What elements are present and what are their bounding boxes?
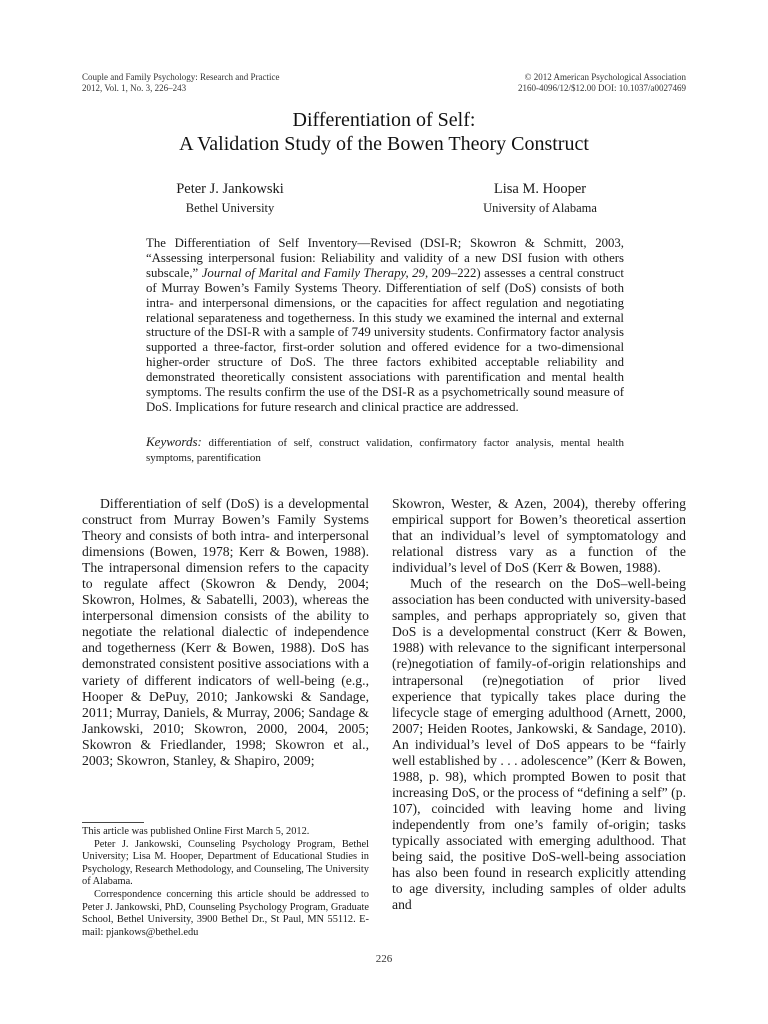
- title-line-2: A Validation Study of the Bowen Theory Construct: [179, 133, 589, 155]
- author-name: Lisa M. Hooper: [493, 181, 587, 197]
- author-block-2: [458, 180, 622, 216]
- footnotes: [82, 826, 369, 939]
- page-number: 226: [375, 953, 393, 965]
- keywords: [146, 434, 624, 466]
- copyright-notice: © 2012 American Psychological Association: [524, 72, 686, 82]
- body-paragraph: Differentiation of self (DoS) is a developmental construct from Murray Bowen’s Family Systems Theory and consists of both intra- and interpersonal dimensions (Bowen, 1978; Kerr & Bowen, 1988). The intrapersonal dimension refers to the capacity to regulate affect (Skowron & Dendy, 2004; Skowron, Holmes, & Sabatelli, 2003), whereas the interpersonal dimension consists of the ability to negotiate the relational dialectic of independence and togetherness (Kerr & Bowen, 1988). DoS has demonstrated consistent positive associations with a variety of different indicators of well-being (e.g., Hooper & DePuy, 2010; Jankowski & Sandage, 2011; Murray, Daniels, & Murray, 2006; Sandage & Jankowski, 2010; Skowron, 2000, 2004, 2005; Skowron & Friedlander, 1998; Skowron et al., 2003; Skowron, Stanley, & Shapiro, 2009;: [82, 496, 369, 768]
- footnote-correspondence: Correspondence concerning this article should be addressed to Peter J. Jankowski, PhD, Counseling Psychology Program, Graduate School, Bethel University, 3900 Bethel Dr., St Paul, MN 55112. E-mail: pjankows@bethel.edu: [82, 888, 369, 938]
- body-column-left: [82, 496, 369, 769]
- footnote-rule: [82, 822, 144, 823]
- footnote-affiliations: Peter J. Jankowski, Counseling Psychology Program, Bethel University; Lisa M. Hooper, Department of Educational Studies in Psychology, Research Methodology, and Counseling, The University of Alabama.: [82, 838, 369, 888]
- abstract-text-2: 209–222) assesses a central construct of Murray Bowen’s Family Systems Theory. Differentiation of self (DoS) consists of both intra- and interpersonal dimensions, or the capacities for affect regulation and negotiating relational separateness and togetherness. In this study we examined the internal and external structure of the DSI-R with a sample of 749 university students. Confirmatory factor analysis supported a three-factor, first-order solution and offered evidence for a two-dimensional higher-order structure of DoS. The three factors exhibited acceptable reliability and demonstrated theoretically consistent associations with parentification and mental health symptoms. The results confirm the use of the DSI-R as a psychometrically sound measure of DoS. Implications for future research and clinical practice are addressed.: [146, 265, 624, 414]
- title-line-1: Differentiation of Self:: [292, 109, 476, 131]
- body-paragraph-continued: Skowron, Wester, & Azen, 2004), thereby offering empirical support for Bowen’s theoretical assertion that an individual’s level of symptomatology and relational distress vary as a function of the individual’s level of DoS (Kerr & Bowen, 1988).: [392, 496, 686, 576]
- author-block-1: [150, 180, 310, 216]
- keywords-text: differentiation of self, construct validation, confirmatory factor analysis, mental health symptoms, parentification: [146, 437, 624, 464]
- doi-info: 2160-4096/12/$12.00 DOI: 10.1037/a0027469: [518, 82, 686, 93]
- footnote-published: This article was published Online First March 5, 2012.: [82, 826, 310, 837]
- abstract-text-1: The Differentiation of Self Inventory—Revised (DSI-R; Skowron & Schmitt, 2003, “Assessing interpersonal fusion: Reliability and validity of a new DSI fusion with others subscale,”: [146, 236, 624, 280]
- keywords-label: Keywords:: [146, 434, 202, 449]
- author-affiliation: University of Alabama: [483, 201, 597, 215]
- running-head-left: [82, 72, 279, 93]
- article-title: [0, 108, 768, 156]
- journal-name: Couple and Family Psychology: Research and Practice: [82, 72, 280, 82]
- volume-info: 2012, Vol. 1, No. 3, 226–243: [82, 82, 187, 93]
- abstract: [146, 236, 624, 415]
- abstract-journal-citation: Journal of Marital and Family Therapy, 29,: [201, 265, 429, 280]
- running-head-right: [518, 72, 686, 93]
- author-name: Peter J. Jankowski: [176, 181, 284, 197]
- body-paragraph: Much of the research on the DoS–well-being association has been conducted with university-based samples, and perhaps appropriately so, given that DoS is a developmental construct (Kerr & Bowen, 1988) with relevance to the significant interpersonal (re)negotiation of family-of-origin relationships and intrapersonal (re)negotiation of prior lived experience that typically takes place during the lifecycle stage of emerging adulthood (Arnett, 2000, 2007; Heiden Rootes, Jankowski, & Sandage, 2010). An individual’s level of DoS appears to be “fairly well established by . . . adolescence” (Kerr & Bowen, 1988, p. 98), which prompted Bowen to posit that increasing DoS, or the process of “defining a self” (p. 107), coincided with leaving home and living independently from one’s family of-origin; tasks typically associated with emerging adulthood. That being said, the positive DoS-well-being association has also been found in research explicitly attending to age diversity, including samples of older adults and: [392, 576, 686, 913]
- body-column-right: [392, 496, 686, 913]
- author-affiliation: Bethel University: [185, 201, 275, 215]
